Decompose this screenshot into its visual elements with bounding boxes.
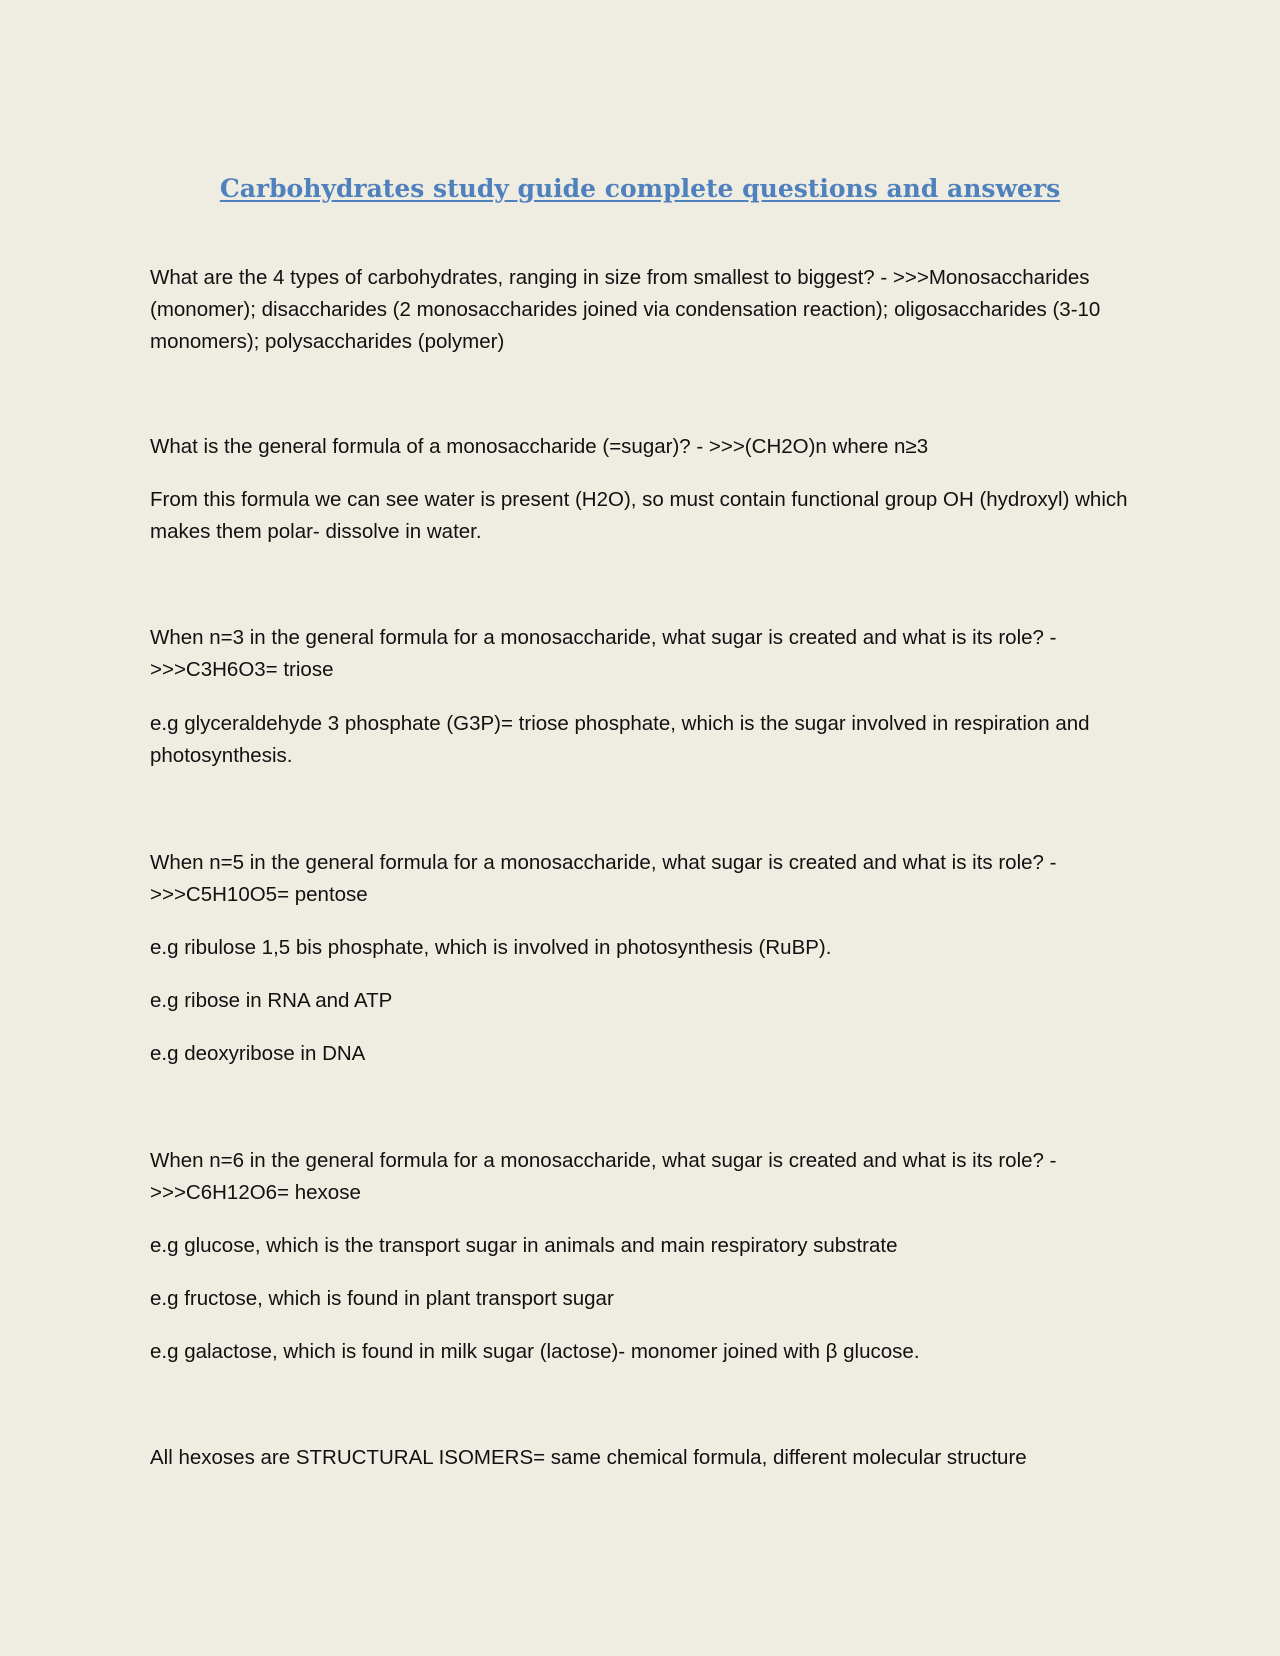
paragraph-n3-question: When n=3 in the general formula for a monosaccharide, what sugar is created and what is its role? - >>>C3H6O3= triose xyxy=(150,626,1057,681)
paragraph-n5-question: When n=5 in the general formula for a monosaccharide, what sugar is created and what is its role? - >>>C5H10O5= pentose xyxy=(150,851,1057,906)
page-title: Carbohydrates study guide complete questions and answers xyxy=(219,174,1061,203)
paragraph-n5-example-ribose: e.g ribose in RNA and ATP xyxy=(150,989,393,1012)
paragraph-n6-example-glucose: e.g glucose, which is the transport sugar in animals and main respiratory substrate xyxy=(150,1234,898,1257)
paragraph-general-formula-question: What is the general formula of a monosaccharide (=sugar)? - >>>(CH2O)n where n≥3 xyxy=(150,435,929,458)
paragraph-n6-example-fructose: e.g fructose, which is found in plant transport sugar xyxy=(150,1287,614,1310)
paragraph-n6-question: When n=6 in the general formula for a monosaccharide, what sugar is created and what is its role? - >>>C6H12O6= hexose xyxy=(150,1149,1057,1204)
paragraph-n5-example-deoxyribose: e.g deoxyribose in DNA xyxy=(150,1042,366,1065)
paragraph-n5-example-rubp: e.g ribulose 1,5 bis phosphate, which is involved in photosynthesis (RuBP). xyxy=(150,936,832,959)
paragraph-types-of-carbohydrates: What are the 4 types of carbohydrates, ranging in size from smallest to biggest? - >>>Monosaccharides (monomer); disaccharides (2 monosaccharides joined via condensation reaction); oligosaccharides (3-10 monomers); polysaccharides (polymer) xyxy=(150,266,1101,353)
paragraph-structural-isomers: All hexoses are STRUCTURAL ISOMERS= same chemical formula, different molecular structure xyxy=(150,1446,1027,1469)
paragraph-n3-example: e.g glyceraldehyde 3 phosphate (G3P)= triose phosphate, which is the sugar involved in respiration and photosynthesis. xyxy=(150,712,1090,767)
paragraph-n6-example-galactose: e.g galactose, which is found in milk sugar (lactose)- monomer joined with β glucose. xyxy=(150,1340,920,1363)
paragraph-formula-explanation: From this formula we can see water is present (H2O), so must contain functional group OH (hydroxyl) which makes them polar- dissolve in water. xyxy=(150,488,1128,543)
